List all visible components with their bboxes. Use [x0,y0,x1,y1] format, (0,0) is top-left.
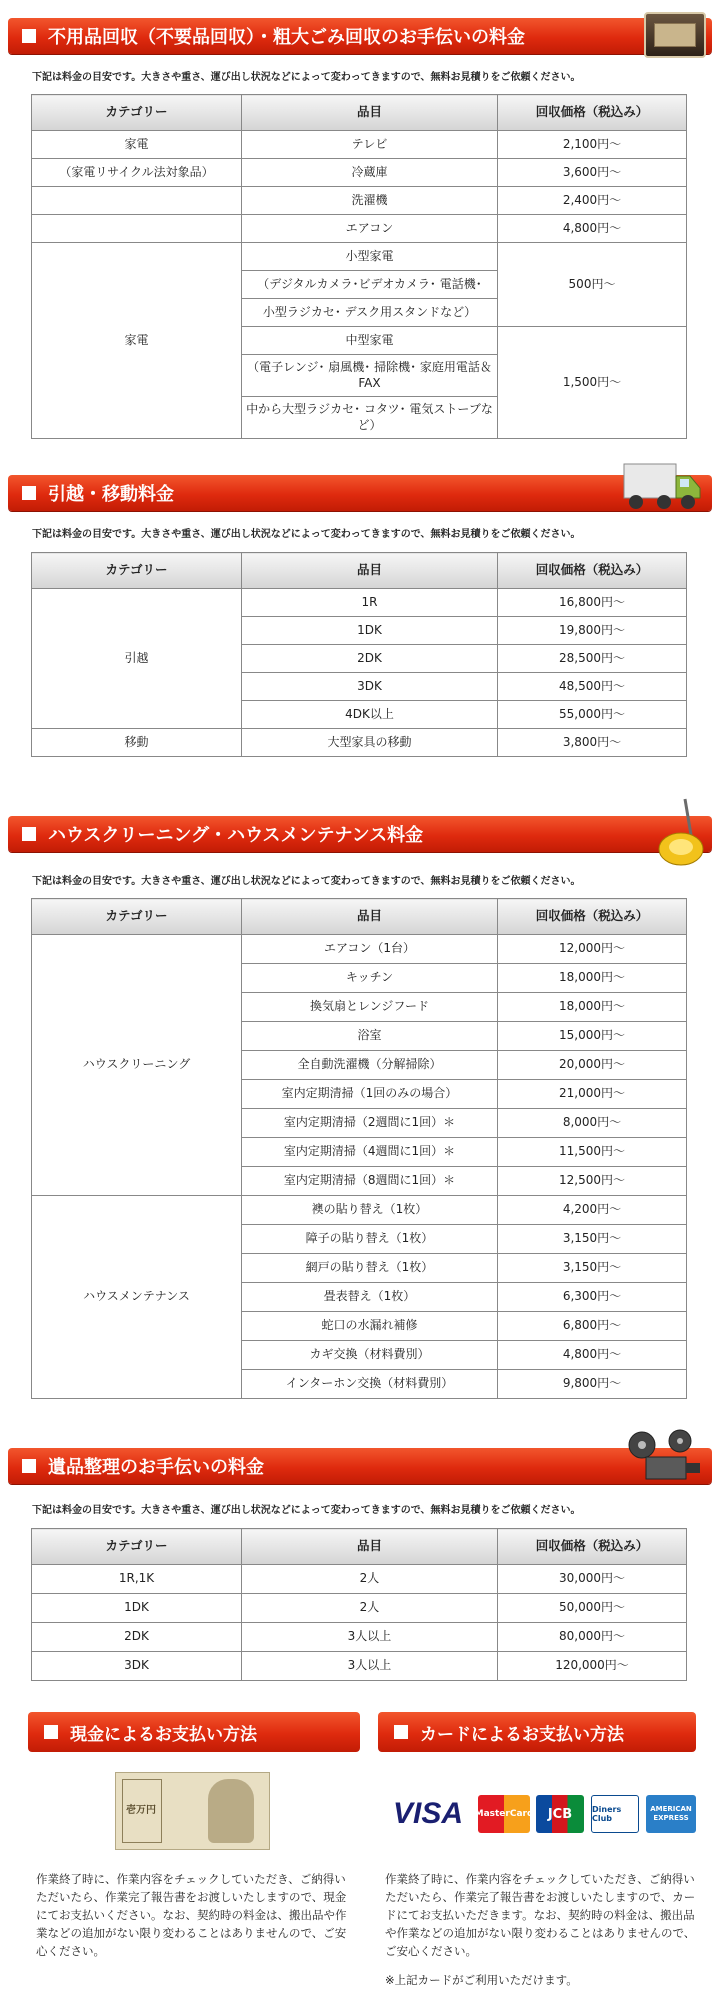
item-detail-cell: 小型ラジカセ･ デスク用スタンドなど） [242,299,498,327]
square-bullet-icon [22,486,36,500]
card-payment-header [378,1712,696,1752]
price-cell: 30,000円～ [498,1565,687,1594]
price-table-cleaning [31,898,687,1399]
item-cell: 室内定期清掃（1回のみの場合） [242,1080,498,1109]
price-cell: 4,200円～ [498,1196,687,1225]
table-row [32,1623,687,1652]
category-cell: 引越 [32,589,242,729]
price-cell: 28,500円～ [498,645,687,673]
table-cell [32,187,242,215]
category-cell: （家電リサイクル法対象品） [32,159,242,187]
price-cell: 16,800円～ [498,589,687,617]
category-cell: 家電 [32,131,242,159]
price-note: 下記は料金の目安です。大きさや重さ、運び出し状況などによって変わってきますので、無料お見積りをご依頼ください。 [32,876,581,887]
banknote-image [115,1772,270,1850]
section-title: 不用品回収（不要品回収）・粗大ごみ回収のお手伝いの料金 [48,27,525,48]
item-cell: 襖の貼り替え（1枚） [242,1196,498,1225]
table-row [32,1529,687,1565]
item-cell: カギ交換（材料費別） [242,1341,498,1370]
header-price: 回収価格（税込み） [498,553,687,589]
price-cell: 50,000円～ [498,1594,687,1623]
category-cell: 移動 [32,729,242,757]
table-row [32,589,687,617]
diners-club-logo: Diners Club [591,1795,639,1833]
price-cell: 1,500円～ [498,327,687,439]
price-table-moving [31,552,687,757]
price-cell: 19,800円～ [498,617,687,645]
table-row [32,95,687,131]
item-cell: エアコン（1台） [242,935,498,964]
item-cell: 障子の貼り替え（1枚） [242,1225,498,1254]
table-row [32,935,687,964]
item-cell: 室内定期清掃（2週間に1回）＊ [242,1109,498,1138]
square-bullet-icon [22,29,36,43]
table-row [32,131,687,159]
item-cell: インターホン交換（材料費別） [242,1370,498,1399]
table-row [32,187,687,215]
item-cell: 2人 [242,1594,498,1623]
price-cell: 55,000円～ [498,701,687,729]
header-category: カテゴリー [32,1529,242,1565]
item-cell: 畳表替え（1枚） [242,1283,498,1312]
table-row [32,1652,687,1681]
category-cell: 1DK [32,1594,242,1623]
table-row [32,243,687,271]
table-row [32,1594,687,1623]
item-cell: 2DK [242,645,498,673]
table-row [32,1565,687,1594]
price-cell: 6,300円～ [498,1283,687,1312]
section-header-estate-cleanup [8,1448,712,1484]
section-header-moving [8,475,712,511]
price-note: 下記は料金の目安です。大きさや重さ、運び出し状況などによって変わってきますので、無料お見積りをご依頼ください。 [32,1505,581,1516]
category-cell: ハウスクリーニング [32,935,242,1196]
amex-card-logo: AMERICAN EXPRESS [646,1795,696,1833]
table-cell [32,215,242,243]
item-cell: キッチン [242,964,498,993]
cash-payment-text: 作業終了時に、作業内容をチェックしていただき、ご納得いただいたら、作業完了報告書をお渡しいたしますので、現金にてお支払いください。なお、契約時の料金は、搬出品や作業などの追加がない限り変わることはありませんので、ご安心ください。 [36,1872,347,1958]
card-payment-text: 作業終了時に、作業内容をチェックしていただき、ご納得いただいたら、作業完了報告書をお渡しいたしますので、カードにてお支払いただきます。なお、契約時の料金は、搬出品や作業などの追加がない限り変わることはありませんので、ご安心ください。 [385,1872,696,1958]
item-cell: 大型家具の移動 [242,729,498,757]
category-cell: ハウスメンテナンス [32,1196,242,1399]
item-cell: 洗濯機 [242,187,498,215]
header-item: 品目 [242,1529,498,1565]
header-category: カテゴリー [32,95,242,131]
header-price: 回収価格（税込み） [498,95,687,131]
item-detail-cell: 中から大型ラジカセ･ コタツ･ 電気ストーブなど） [242,397,498,439]
category-cell: 家電 [32,243,242,439]
item-cell: 室内定期清掃（8週間に1回）＊ [242,1167,498,1196]
jcb-card-logo: JCB [536,1795,584,1833]
header-item: 品目 [242,95,498,131]
category-cell: 2DK [32,1623,242,1652]
square-bullet-icon [394,1725,408,1739]
item-cell: 蛇口の水漏れ補修 [242,1312,498,1341]
price-cell: 4,800円～ [498,1341,687,1370]
item-cell: 換気扇とレンジフード [242,993,498,1022]
item-cell: 網戸の貼り替え（1枚） [242,1254,498,1283]
price-cell: 18,000円～ [498,964,687,993]
header-price: 回収価格（税込み） [498,1529,687,1565]
table-row [32,729,687,757]
header-category: カテゴリー [32,899,242,935]
item-cell: 3人以上 [242,1652,498,1681]
price-cell: 2,100円～ [498,131,687,159]
table-row [32,899,687,935]
item-cell: 3DK [242,673,498,701]
item-cell: 4DK以上 [242,701,498,729]
price-cell: 4,800円～ [498,215,687,243]
section-title: 引越・移動料金 [48,484,174,505]
film-projector-icon [620,1427,708,1485]
price-cell: 500円～ [498,243,687,327]
cash-payment-header [28,1712,360,1752]
item-cell: 2人 [242,1565,498,1594]
item-cell: 冷蔵庫 [242,159,498,187]
price-cell: 80,000円～ [498,1623,687,1652]
price-cell: 120,000円～ [498,1652,687,1681]
price-cell: 12,500円～ [498,1167,687,1196]
price-cell: 6,800円～ [498,1312,687,1341]
header-price: 回収価格（税込み） [498,899,687,935]
table-row [32,1196,687,1225]
item-cell: 浴室 [242,1022,498,1051]
moving-truck-icon [620,458,702,516]
header-item: 品目 [242,899,498,935]
item-cell: 3人以上 [242,1623,498,1652]
item-cell: 中型家電 [242,327,498,355]
price-note: 下記は料金の目安です。大きさや重さ、運び出し状況などによって変わってきますので、無料お見積りをご依頼ください。 [32,72,581,83]
mastercard-logo: MasterCard [478,1795,530,1833]
price-table-estate-cleanup [31,1528,687,1681]
header-item: 品目 [242,553,498,589]
section-title: ハウスクリーニング・ハウスメンテナンス料金 [48,825,424,846]
item-cell: 室内定期清掃（4週間に1回）＊ [242,1138,498,1167]
item-cell: 1R [242,589,498,617]
item-detail-cell: （電子レンジ･ 扇風機･ 掃除機･ 家庭用電話＆ FAX [242,355,498,397]
item-detail-cell: （デジタルカメラ･ビデオカメラ･ 電話機･ [242,271,498,299]
price-cell: 3,150円～ [498,1225,687,1254]
price-cell: 3,800円～ [498,729,687,757]
section-title: 遺品整理のお手伝いの料金 [48,1457,264,1478]
item-cell: エアコン [242,215,498,243]
price-cell: 11,500円～ [498,1138,687,1167]
furniture-photo-icon [644,12,706,58]
price-cell: 8,000円～ [498,1109,687,1138]
table-row [32,215,687,243]
vacuum-cleaner-icon [655,795,707,869]
price-cell: 2,400円～ [498,187,687,215]
price-cell: 12,000円～ [498,935,687,964]
section-header-junk-removal [8,18,712,54]
price-cell: 20,000円～ [498,1051,687,1080]
table-row [32,159,687,187]
visa-card-logo: VISA [384,1795,472,1833]
price-cell: 21,000円～ [498,1080,687,1109]
item-cell: 全自動洗濯機（分解掃除） [242,1051,498,1080]
price-table-junk-removal [31,94,687,439]
banknote-label: 壱万円 [126,1805,156,1816]
card-payment-title: カードによるお支払い方法 [420,1724,624,1745]
item-cell: 小型家電 [242,243,498,271]
card-payment-note: ※上記カードがご利用いただけます。 [385,1973,578,1987]
category-cell: 1R,1K [32,1565,242,1594]
price-cell: 48,500円～ [498,673,687,701]
price-cell: 15,000円～ [498,1022,687,1051]
category-cell: 3DK [32,1652,242,1681]
cash-payment-title: 現金によるお支払い方法 [70,1724,257,1745]
price-cell: 9,800円～ [498,1370,687,1399]
price-cell: 18,000円～ [498,993,687,1022]
price-note: 下記は料金の目安です。大きさや重さ、運び出し状況などによって変わってきますので、無料お見積りをご依頼ください。 [32,529,581,540]
square-bullet-icon [22,1459,36,1473]
header-category: カテゴリー [32,553,242,589]
price-cell: 3,600円～ [498,159,687,187]
square-bullet-icon [44,1725,58,1739]
section-header-cleaning [8,816,712,852]
square-bullet-icon [22,827,36,841]
item-cell: 1DK [242,617,498,645]
table-row [32,553,687,589]
item-cell: テレビ [242,131,498,159]
price-cell: 3,150円～ [498,1254,687,1283]
